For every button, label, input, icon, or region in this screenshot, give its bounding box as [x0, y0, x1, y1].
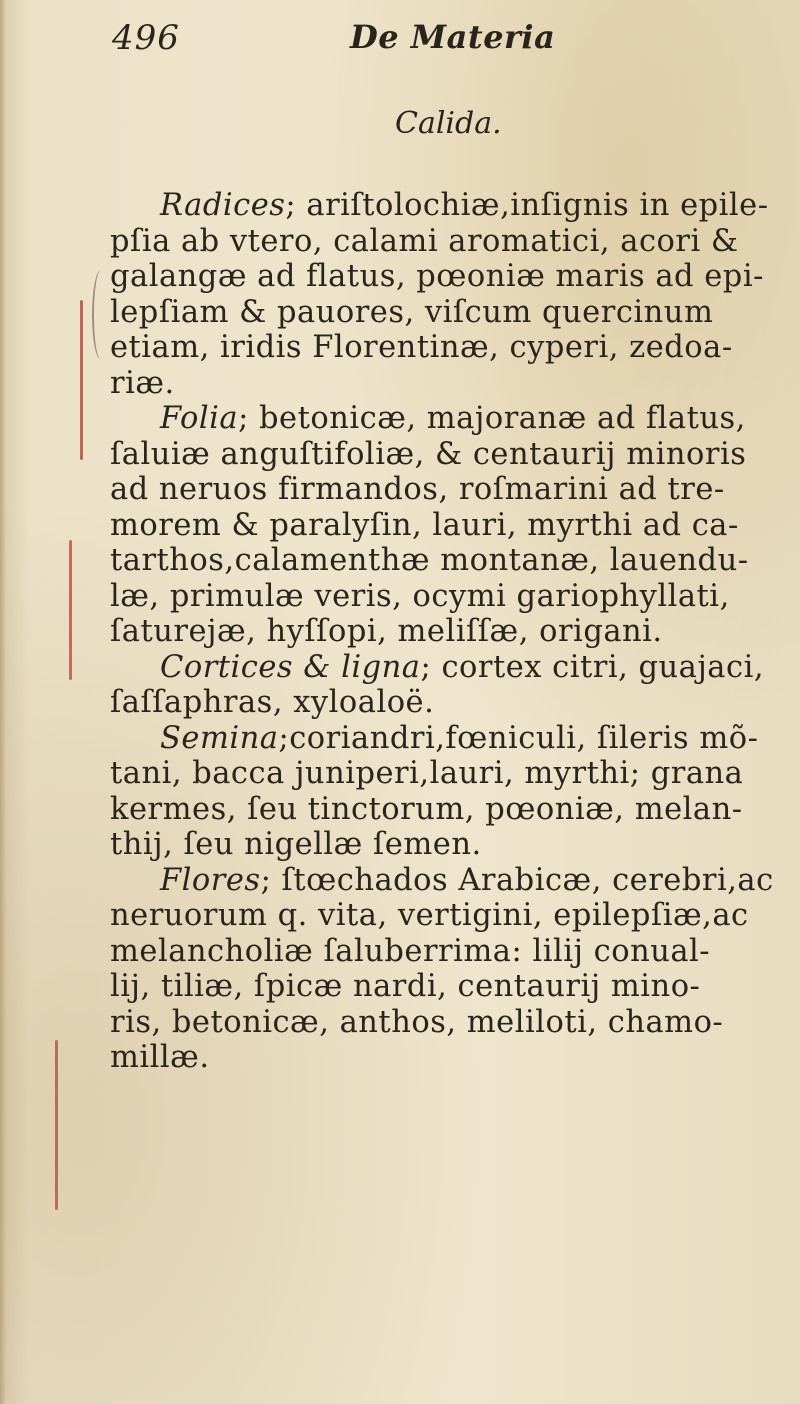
- paragraph-label: Flores: [160, 862, 261, 898]
- text-line: neruorum q. vita, vertigini, epilepſiæ,ac: [110, 898, 749, 933]
- margin-annotation-mark: [69, 540, 72, 680]
- text-line: ris, betonicæ, anthos, meliloti, chamo-: [110, 1004, 724, 1040]
- paragraph-semina: [110, 721, 800, 863]
- text-line: melancholiæ ſaluberrima: lilij conual-: [110, 933, 711, 969]
- text-run: ; cortex citri, guajaci,: [420, 649, 765, 685]
- text-line: [110, 863, 800, 899]
- text-line: [110, 650, 800, 686]
- text-line: lepſiam & pauores, viſcum quercinum: [110, 294, 714, 330]
- text-line: millæ.: [110, 1040, 210, 1075]
- margin-annotation-mark: [80, 300, 83, 460]
- paragraph-folia: [110, 401, 800, 650]
- paragraph-label: Folia: [160, 401, 239, 436]
- body-text: [110, 188, 800, 1076]
- paragraph-radices: [110, 188, 800, 401]
- text-line: [110, 401, 800, 437]
- text-line: lij, tiliæ, ſpicæ nardi, centaurij mino-: [110, 969, 701, 1004]
- page-number: 496: [112, 18, 180, 58]
- text-line: morem & paralyſin, lauri, myrthi ad ca-: [110, 507, 739, 543]
- text-run: ; ariſtolochiæ,inſignis in epile-: [285, 188, 769, 223]
- section-title: Calida.: [395, 106, 502, 141]
- text-line: ſaturejæ, hyſſopi, meliſſæ, origani.: [110, 614, 663, 649]
- paragraph-label: Radices: [160, 188, 286, 223]
- running-head: De Materia: [350, 18, 556, 56]
- text-line: thij, ſeu nigellæ ſemen.: [110, 827, 482, 862]
- text-line: [110, 721, 800, 757]
- margin-annotation-mark: [55, 1040, 58, 1210]
- paragraph-cortices: [110, 650, 800, 721]
- text-line: tani, bacca juniperi,lauri, myrthi; grana: [110, 756, 744, 791]
- text-line: galangæ ad flatus, pœoniæ maris ad epi-: [110, 259, 764, 294]
- text-line: læ, primulæ veris, ocymi gariophyllati,: [110, 578, 730, 614]
- text-line: tarthos,calamenthæ montanæ, lauendu-: [110, 543, 749, 578]
- page-edge: [0, 0, 6, 1404]
- text-line: kermes, ſeu tinctorum, pœoniæ, melan-: [110, 791, 743, 827]
- text-run: ;coriandri,fœniculi, ſileris mõ-: [278, 720, 759, 756]
- text-line: ſaſſaphras, xyloaloë.: [110, 685, 435, 720]
- paragraph-label: Cortices & ligna: [160, 649, 421, 685]
- text-line: etiam, iridis Florentinæ, cyperi, zedoa-: [110, 330, 733, 365]
- text-line: riæ.: [110, 365, 175, 401]
- paragraph-label: Semina: [160, 720, 279, 756]
- margin-bracket: [92, 270, 110, 360]
- text-line: [110, 188, 800, 224]
- paragraph-flores: [110, 863, 800, 1076]
- page-header: [0, 18, 800, 68]
- text-run: ; betonicæ, majoranæ ad flatus,: [238, 401, 746, 436]
- text-line: ſaluiæ anguſtifoliæ, & centaurij minoris: [110, 436, 747, 472]
- text-run: ; ſtœchados Arabicæ, cerebri,ac: [260, 862, 774, 898]
- text-line: pſia ab vtero, calami aromatici, acori &: [110, 223, 739, 259]
- text-line: ad neruos firmandos, roſmarini ad tre-: [110, 472, 725, 507]
